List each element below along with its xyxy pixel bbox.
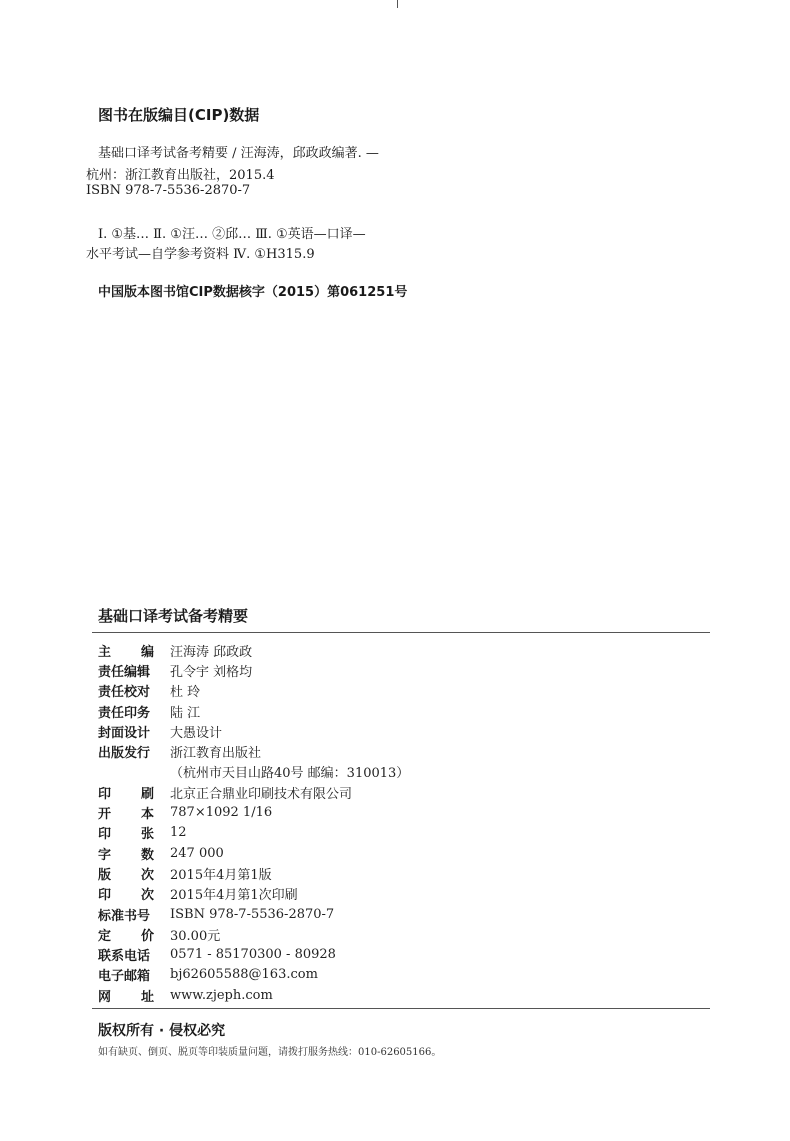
detail-value: （杭州市天目山路40号 邮编：310013） bbox=[170, 766, 410, 782]
detail-value: 247 000 bbox=[170, 845, 224, 861]
detail-row bbox=[98, 741, 409, 761]
detail-value: 杜 玲 bbox=[170, 685, 201, 701]
detail-row bbox=[98, 924, 409, 944]
detail-row bbox=[98, 681, 409, 701]
detail-row bbox=[98, 944, 409, 964]
rights-note: 如有缺页、倒页、脱页等印装质量问题，请拨打服务热线：010-62605166。 bbox=[98, 1047, 442, 1058]
detail-row bbox=[98, 965, 409, 985]
book-title: 基础口译考试备考精要 bbox=[98, 607, 249, 625]
detail-row bbox=[98, 863, 409, 883]
detail-row bbox=[98, 701, 409, 721]
detail-label: 定价 bbox=[98, 928, 154, 944]
detail-row bbox=[98, 802, 409, 822]
detail-value: 北京正合鼎业印刷技术有限公司 bbox=[170, 786, 353, 802]
detail-label: 印刷 bbox=[98, 786, 154, 802]
cip-title: 图书在版编目(CIP)数据 bbox=[98, 106, 260, 124]
detail-value: 0571 - 85170300 - 80928 bbox=[170, 947, 336, 963]
detail-value: 2015年4月第1版 bbox=[170, 867, 272, 883]
detail-value: 汪海涛 邱政政 bbox=[170, 644, 253, 660]
detail-label: 印张 bbox=[98, 827, 154, 843]
detail-row bbox=[98, 640, 409, 660]
detail-label: 印次 bbox=[98, 888, 154, 904]
rights-title: 版权所有 · 侵权必究 bbox=[98, 1023, 226, 1039]
detail-value: 陆 江 bbox=[170, 705, 201, 721]
detail-label: 出版发行 bbox=[98, 746, 151, 762]
divider-bottom bbox=[92, 1008, 710, 1009]
detail-row bbox=[98, 762, 409, 782]
detail-label: 责任编辑 bbox=[98, 664, 151, 680]
detail-value: 2015年4月第1次印刷 bbox=[170, 888, 298, 904]
detail-row bbox=[98, 843, 409, 863]
detail-value: 浙江教育出版社 bbox=[170, 746, 262, 762]
detail-label: 电子邮箱 bbox=[98, 969, 151, 985]
detail-value: 孔令宇 刘格均 bbox=[170, 664, 253, 680]
detail-label: 责任印务 bbox=[98, 705, 151, 721]
detail-label: 版次 bbox=[98, 867, 154, 883]
cip-line-5: 水平考试—自学参考资料 Ⅳ. ①H315.9 bbox=[86, 247, 315, 262]
detail-value: bj62605588@163.com bbox=[170, 967, 318, 983]
divider-top bbox=[92, 632, 710, 633]
detail-value: 12 bbox=[170, 825, 187, 841]
detail-row bbox=[98, 660, 409, 680]
detail-label: 标准书号 bbox=[98, 908, 151, 924]
detail-row bbox=[98, 823, 409, 843]
detail-label: 开本 bbox=[98, 807, 154, 823]
detail-label: 联系电话 bbox=[98, 949, 151, 965]
cip-line-3: ISBN 978-7-5536-2870-7 bbox=[86, 183, 251, 198]
detail-label: 主编 bbox=[98, 644, 154, 660]
detail-value: 大愚设计 bbox=[170, 725, 223, 741]
cip-line-4: Ⅰ. ①基… Ⅱ. ①汪… ②邱… Ⅲ. ①英语—口译— bbox=[98, 227, 366, 242]
cip-data-number: 中国版本图书馆CIP数据核字（2015）第061251号 bbox=[98, 285, 408, 300]
detail-label: 封面设计 bbox=[98, 725, 151, 741]
detail-row bbox=[98, 782, 409, 802]
page-center-mark bbox=[397, 0, 398, 8]
detail-row bbox=[98, 985, 409, 1005]
detail-row bbox=[98, 904, 409, 924]
detail-row bbox=[98, 721, 409, 741]
detail-value: www.zjeph.com bbox=[170, 987, 273, 1003]
detail-value: 30.00元 bbox=[170, 928, 221, 944]
cip-line-1: 基础口译考试备考精要 / 汪海涛，邱政政编著. — bbox=[98, 146, 379, 161]
detail-row bbox=[98, 884, 409, 904]
detail-label: 字数 bbox=[98, 847, 154, 863]
cip-line-2: 杭州：浙江教育出版社，2015.4 bbox=[86, 168, 275, 183]
detail-label: 网址 bbox=[98, 989, 154, 1005]
detail-value: ISBN 978-7-5536-2870-7 bbox=[170, 906, 335, 922]
detail-label: 责任校对 bbox=[98, 685, 151, 701]
detail-value: 787×1092 1/16 bbox=[170, 805, 273, 821]
copyright-details bbox=[98, 640, 409, 1005]
